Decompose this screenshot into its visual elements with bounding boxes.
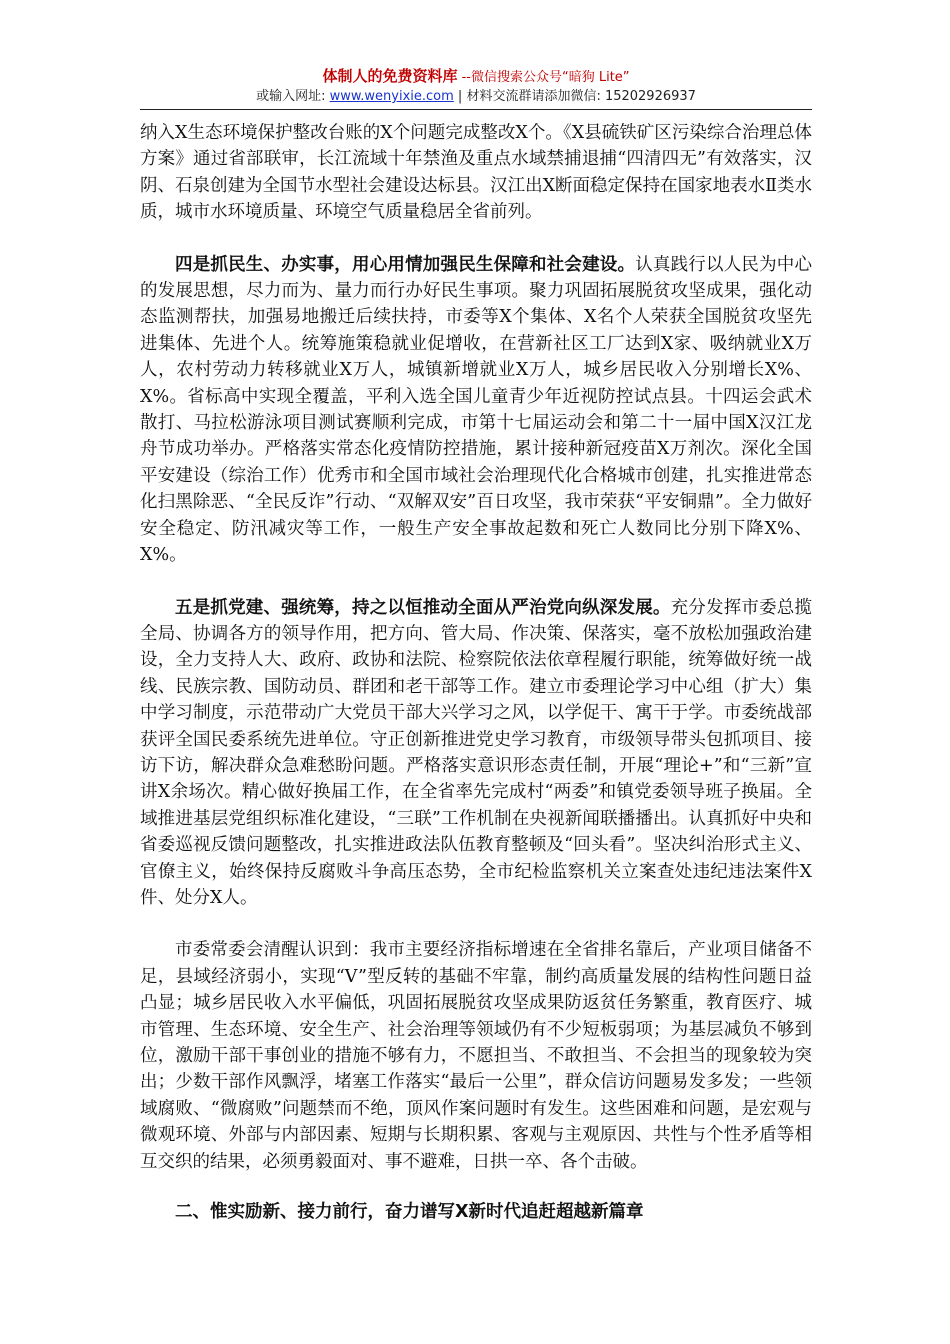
paragraph-livelihood-lead: 四是抓民生、办实事，用心用情加强民生保障和社会建设。 <box>175 254 636 275</box>
header-divider <box>140 109 812 110</box>
header-contact-line <box>140 88 812 106</box>
page-header <box>140 66 812 106</box>
header-contact: | 材料交流群请添加微信: 15202926937 <box>453 89 696 104</box>
header-url-prefix: 或输入网址: <box>256 89 330 104</box>
document-body <box>140 120 812 1225</box>
header-brand: 体制人的免费资料库 <box>322 67 458 85</box>
paragraph-livelihood-text: 认真践行以人民为中心的发展思想，尽力而为、量力而行办好民生事项。聚力巩固拓展脱贫攻坚成果，强化动态监测帮扶，加强易地搬迁后续扶持，市委等X个集体、X名个人荣获全国脱贫攻坚先进集体、先进个人。统筹施策稳就业促增收，在营新社区工厂达到X家、吸纳就业X万人，农村劳动力转移就业X万人，城镇新增就业X万人，城乡居民收入分别增长X%、X%。省标高中实现全覆盖，平利入选全国儿童青少年近视防控试点县。十四运会武术散打、马拉松游泳项目测试赛顺利完成，市第十七届运动会和第二十一届中国X汉江龙舟节成功举办。严格落实常态化疫情防控措施，累计接种新冠疫苗X万剂次。深化全国平安建设（综治工作）优秀市和全国市域社会治理现代化合格城市创建，扎实推进常态化扫黑除恶、“全民反诈”行动、“双解双安”百日攻坚，我市荣获“平安铜鼎”。全力做好安全稳定、防汛减灾等工作，一般生产安全事故起数和死亡人数同比分别下降X%、X%。 <box>140 254 813 566</box>
header-url-link[interactable]: www.wenyixie.com <box>329 89 454 104</box>
header-title-line <box>140 66 812 88</box>
paragraph-continued: 纳入X生态环境保护整改台账的X个问题完成整改X个。《X县硫铁矿区污染综合治理总体方案》通过省部联审，长江流域十年禁渔及重点水域禁捕退捕“四清四无”有效落实，汉阴、石泉创建为全国节水型社会建设达标县。汉江出X断面稳定保持在国家地表水Ⅱ类水质，城市水环境质量、环境空气质量稳居全省前列。 <box>140 123 812 223</box>
section-heading: 二、惟实励新、接力前行，奋力谱写X新时代追赶超越新篇章 <box>175 1202 644 1223</box>
paragraph-livelihood <box>140 252 812 569</box>
header-slogan: --微信搜索公众号“暗狗 Lite” <box>457 70 630 85</box>
paragraph-party-building <box>140 595 812 912</box>
paragraph-problems: 市委常委会清醒认识到：我市主要经济指标增速在全省排名靠后，产业项目储备不足，县域经济弱小，实现“V”型反转的基础不牢靠，制约高质量发展的结构性问题日益凸显；城乡居民收入水平偏低，巩固拓展脱贫攻坚成果防返贫任务繁重，教育医疗、城市管理、生态环境、安全生产、社会治理等领域仍有不少短板弱项；为基层减负不够到位，激励干部干事创业的措施不够有力，不愿担当、不敢担当、不会担当的现象较为突出；少数干部作风飘浮，堵塞工作落实“最后一公里”，群众信访问题易发多发；一些领域腐败、“微腐败”问题禁而不绝，顶风作案问题时有发生。这些困难和问题，是宏观与微观环境、外部与内部因素、短期与长期积累、客观与主观原因、共性与个性矛盾等相互交织的结果，必须勇毅面对、事不避难，日拱一卒、各个击破。 <box>140 940 812 1172</box>
paragraph-party-building-lead: 五是抓党建、强统筹，持之以恒推动全面从严治党向纵深发展。 <box>175 597 671 618</box>
paragraph-party-building-text: 充分发挥市委总揽全局、协调各方的领导作用，把方向、管大局、作决策、保落实，毫不放松加强政治建设，全力支持人大、政府、政协和法院、检察院依法依章程履行职能，统筹做好统一战线、民族宗教、国防动员、群团和老干部等工作。建立市委理论学习中心组（扩大）集中学习制度，示范带动广大党员干部大兴学习之风，以学促干、寓干于学。市委统战部获评全国民委系统先进单位。守正创新推进党史学习教育，市级领导带头包抓项目、接访下访，解决群众急难愁盼问题。严格落实意识形态责任制，开展“理论+”和“三新”宣讲X余场次。精心做好换届工作，在全省率先完成村“两委”和镇党委领导班子换届。全域推进基层党组织标准化建设，“三联”工作机制在央视新闻联播播出。认真抓好中央和省委巡视反馈问题整改，扎实推进政法队伍教育整顿及“回头看”。坚决纠治形式主义、官僚主义，始终保持反腐败斗争高压态势，全市纪检监察机关立案查处违纪违法案件X件、处分X人。 <box>140 597 813 908</box>
